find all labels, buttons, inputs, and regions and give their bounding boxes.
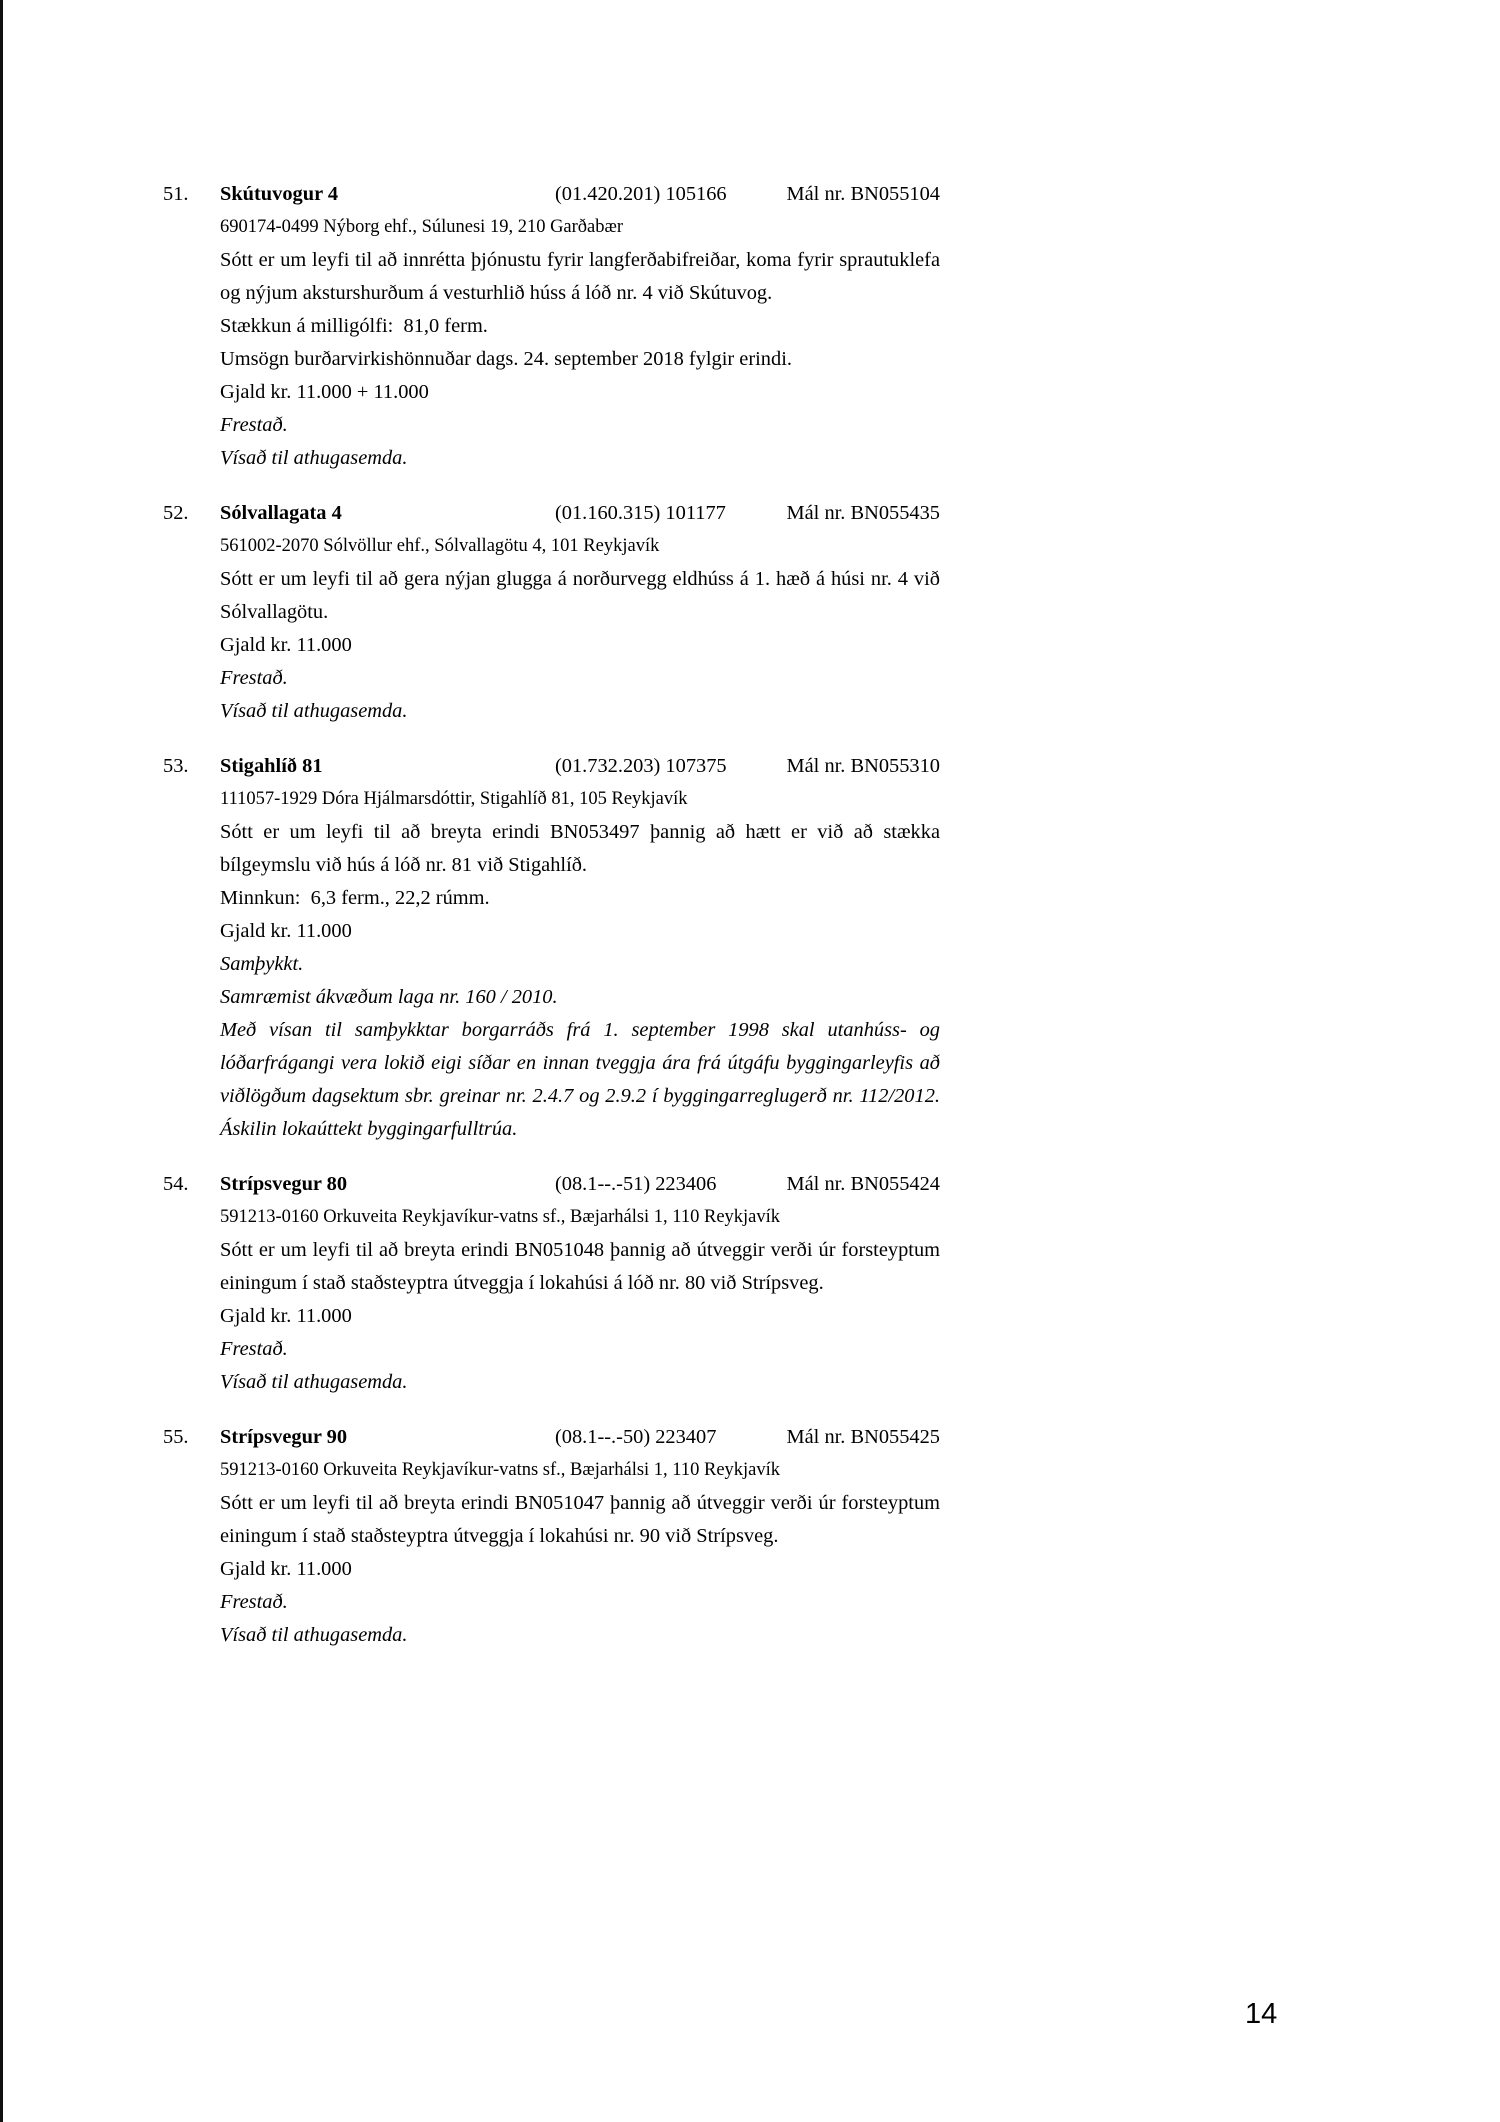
- item-header: [220, 1421, 940, 1454]
- item-ruling: Frestað.: [220, 667, 288, 689]
- item-paragraph: Gjald kr. 11.000: [220, 920, 352, 942]
- agenda-item: [163, 1168, 940, 1399]
- item-case-number: Mál nr. BN055425: [786, 1426, 940, 1448]
- item-number: 53.: [163, 755, 189, 777]
- item-title: Strípsvegur 80: [220, 1173, 348, 1195]
- item-ruling: Með vísan til samþykktar borgarráðs frá 1. september 1998 skal utanhúss- og lóðarfrágangi vera lokið eigi síðar en innan tveggja ára frá útgáfu byggingarleyfis að viðlögðum dagsektum sbr. greinar nr. 2.4.7 og 2.9.2 í byggingarreglugerð nr. 112/2012. Áskilin lokaúttekt byggingarfulltrúa.: [220, 1019, 940, 1140]
- item-reference: (01.420.201) 105166: [555, 183, 727, 205]
- agenda-item: [163, 497, 940, 728]
- item-owner: 690174-0499 Nýborg ehf., Súlunesi 19, 210 Garðabær: [220, 217, 624, 237]
- item-paragraph: Sótt er um leyfi til að breyta erindi BN053497 þannig að hætt er við að stækka bílgeymslu við hús á lóð nr. 81 við Stigahlíð.: [220, 821, 940, 876]
- item-ruling: Frestað.: [220, 1591, 288, 1613]
- item-case-number: Mál nr. BN055424: [786, 1173, 940, 1195]
- item-title: Sólvallagata 4: [220, 502, 342, 524]
- item-reference: (08.1--.-51) 223406: [555, 1173, 717, 1195]
- item-paragraph: Sótt er um leyfi til að gera nýjan glugga á norðurvegg eldhúss á 1. hæð á húsi nr. 4 við Sólvallagötu.: [220, 568, 940, 623]
- item-ruling: Frestað.: [220, 1338, 288, 1360]
- item-paragraph: Gjald kr. 11.000: [220, 634, 352, 656]
- agenda-item: [163, 750, 940, 1146]
- item-number: 54.: [163, 1173, 189, 1195]
- item-paragraph: Gjald kr. 11.000: [220, 1305, 352, 1327]
- item-header: [220, 1168, 940, 1201]
- item-case-number: Mál nr. BN055104: [786, 183, 940, 205]
- item-case-number: Mál nr. BN055435: [786, 502, 940, 524]
- item-paragraph: Sótt er um leyfi til að breyta erindi BN051048 þannig að útveggir verði úr forsteyptum einingum í stað staðsteyptra útveggja í lokahúsi á lóð nr. 80 við Strípsveg.: [220, 1239, 940, 1294]
- agenda-item: [163, 178, 940, 475]
- item-paragraph: Sótt er um leyfi til að innrétta þjónustu fyrir langferðabifreiðar, koma fyrir sprautuklefa og nýjum aksturshurðum á vesturhlið húss á lóð nr. 4 við Skútuvog.: [220, 249, 940, 304]
- item-ruling: Vísað til athugasemda.: [220, 1371, 408, 1393]
- item-paragraph: Stækkun á milligólfi: 81,0 ferm.: [220, 315, 488, 337]
- item-reference: (01.160.315) 101177: [555, 502, 726, 524]
- page-number: 14: [1245, 1998, 1278, 2030]
- item-header: [220, 497, 940, 530]
- item-number: 52.: [163, 502, 189, 524]
- minutes-page-content: [163, 178, 940, 1674]
- item-number: 55.: [163, 1426, 189, 1448]
- item-ruling: Vísað til athugasemda.: [220, 700, 408, 722]
- page-left-edge: [0, 0, 3, 2122]
- item-header: [220, 750, 940, 783]
- item-ruling: Samræmist ákvæðum laga nr. 160 / 2010.: [220, 986, 558, 1008]
- item-paragraph: Minnkun: 6,3 ferm., 22,2 rúmm.: [220, 887, 490, 909]
- item-owner: 111057-1929 Dóra Hjálmarsdóttir, Stigahlíð 81, 105 Reykjavík: [220, 789, 688, 809]
- item-number: 51.: [163, 183, 189, 205]
- item-owner: 591213-0160 Orkuveita Reykjavíkur-vatns sf., Bæjarhálsi 1, 110 Reykjavík: [220, 1460, 781, 1480]
- item-owner: 561002-2070 Sólvöllur ehf., Sólvallagötu 4, 101 Reykjavík: [220, 536, 660, 556]
- item-case-number: Mál nr. BN055310: [786, 755, 940, 777]
- item-ruling: Vísað til athugasemda.: [220, 447, 408, 469]
- item-ruling: Frestað.: [220, 414, 288, 436]
- item-title: Strípsvegur 90: [220, 1426, 348, 1448]
- item-reference: (01.732.203) 107375: [555, 755, 727, 777]
- item-title: Skútuvogur 4: [220, 183, 339, 205]
- item-ruling: Vísað til athugasemda.: [220, 1624, 408, 1646]
- item-paragraph: Sótt er um leyfi til að breyta erindi BN051047 þannig að útveggir verði úr forsteyptum einingum í stað staðsteyptra útveggja í lokahúsi nr. 90 við Strípsveg.: [220, 1492, 940, 1547]
- item-paragraph: Gjald kr. 11.000 + 11.000: [220, 381, 429, 403]
- agenda-item: [163, 1421, 940, 1652]
- item-title: Stigahlíð 81: [220, 755, 323, 777]
- item-owner: 591213-0160 Orkuveita Reykjavíkur-vatns sf., Bæjarhálsi 1, 110 Reykjavík: [220, 1207, 781, 1227]
- item-paragraph: Umsögn burðarvirkishönnuðar dags. 24. september 2018 fylgir erindi.: [220, 348, 792, 370]
- item-header: [220, 178, 940, 211]
- item-paragraph: Gjald kr. 11.000: [220, 1558, 352, 1580]
- item-ruling: Samþykkt.: [220, 953, 304, 975]
- item-reference: (08.1--.-50) 223407: [555, 1426, 717, 1448]
